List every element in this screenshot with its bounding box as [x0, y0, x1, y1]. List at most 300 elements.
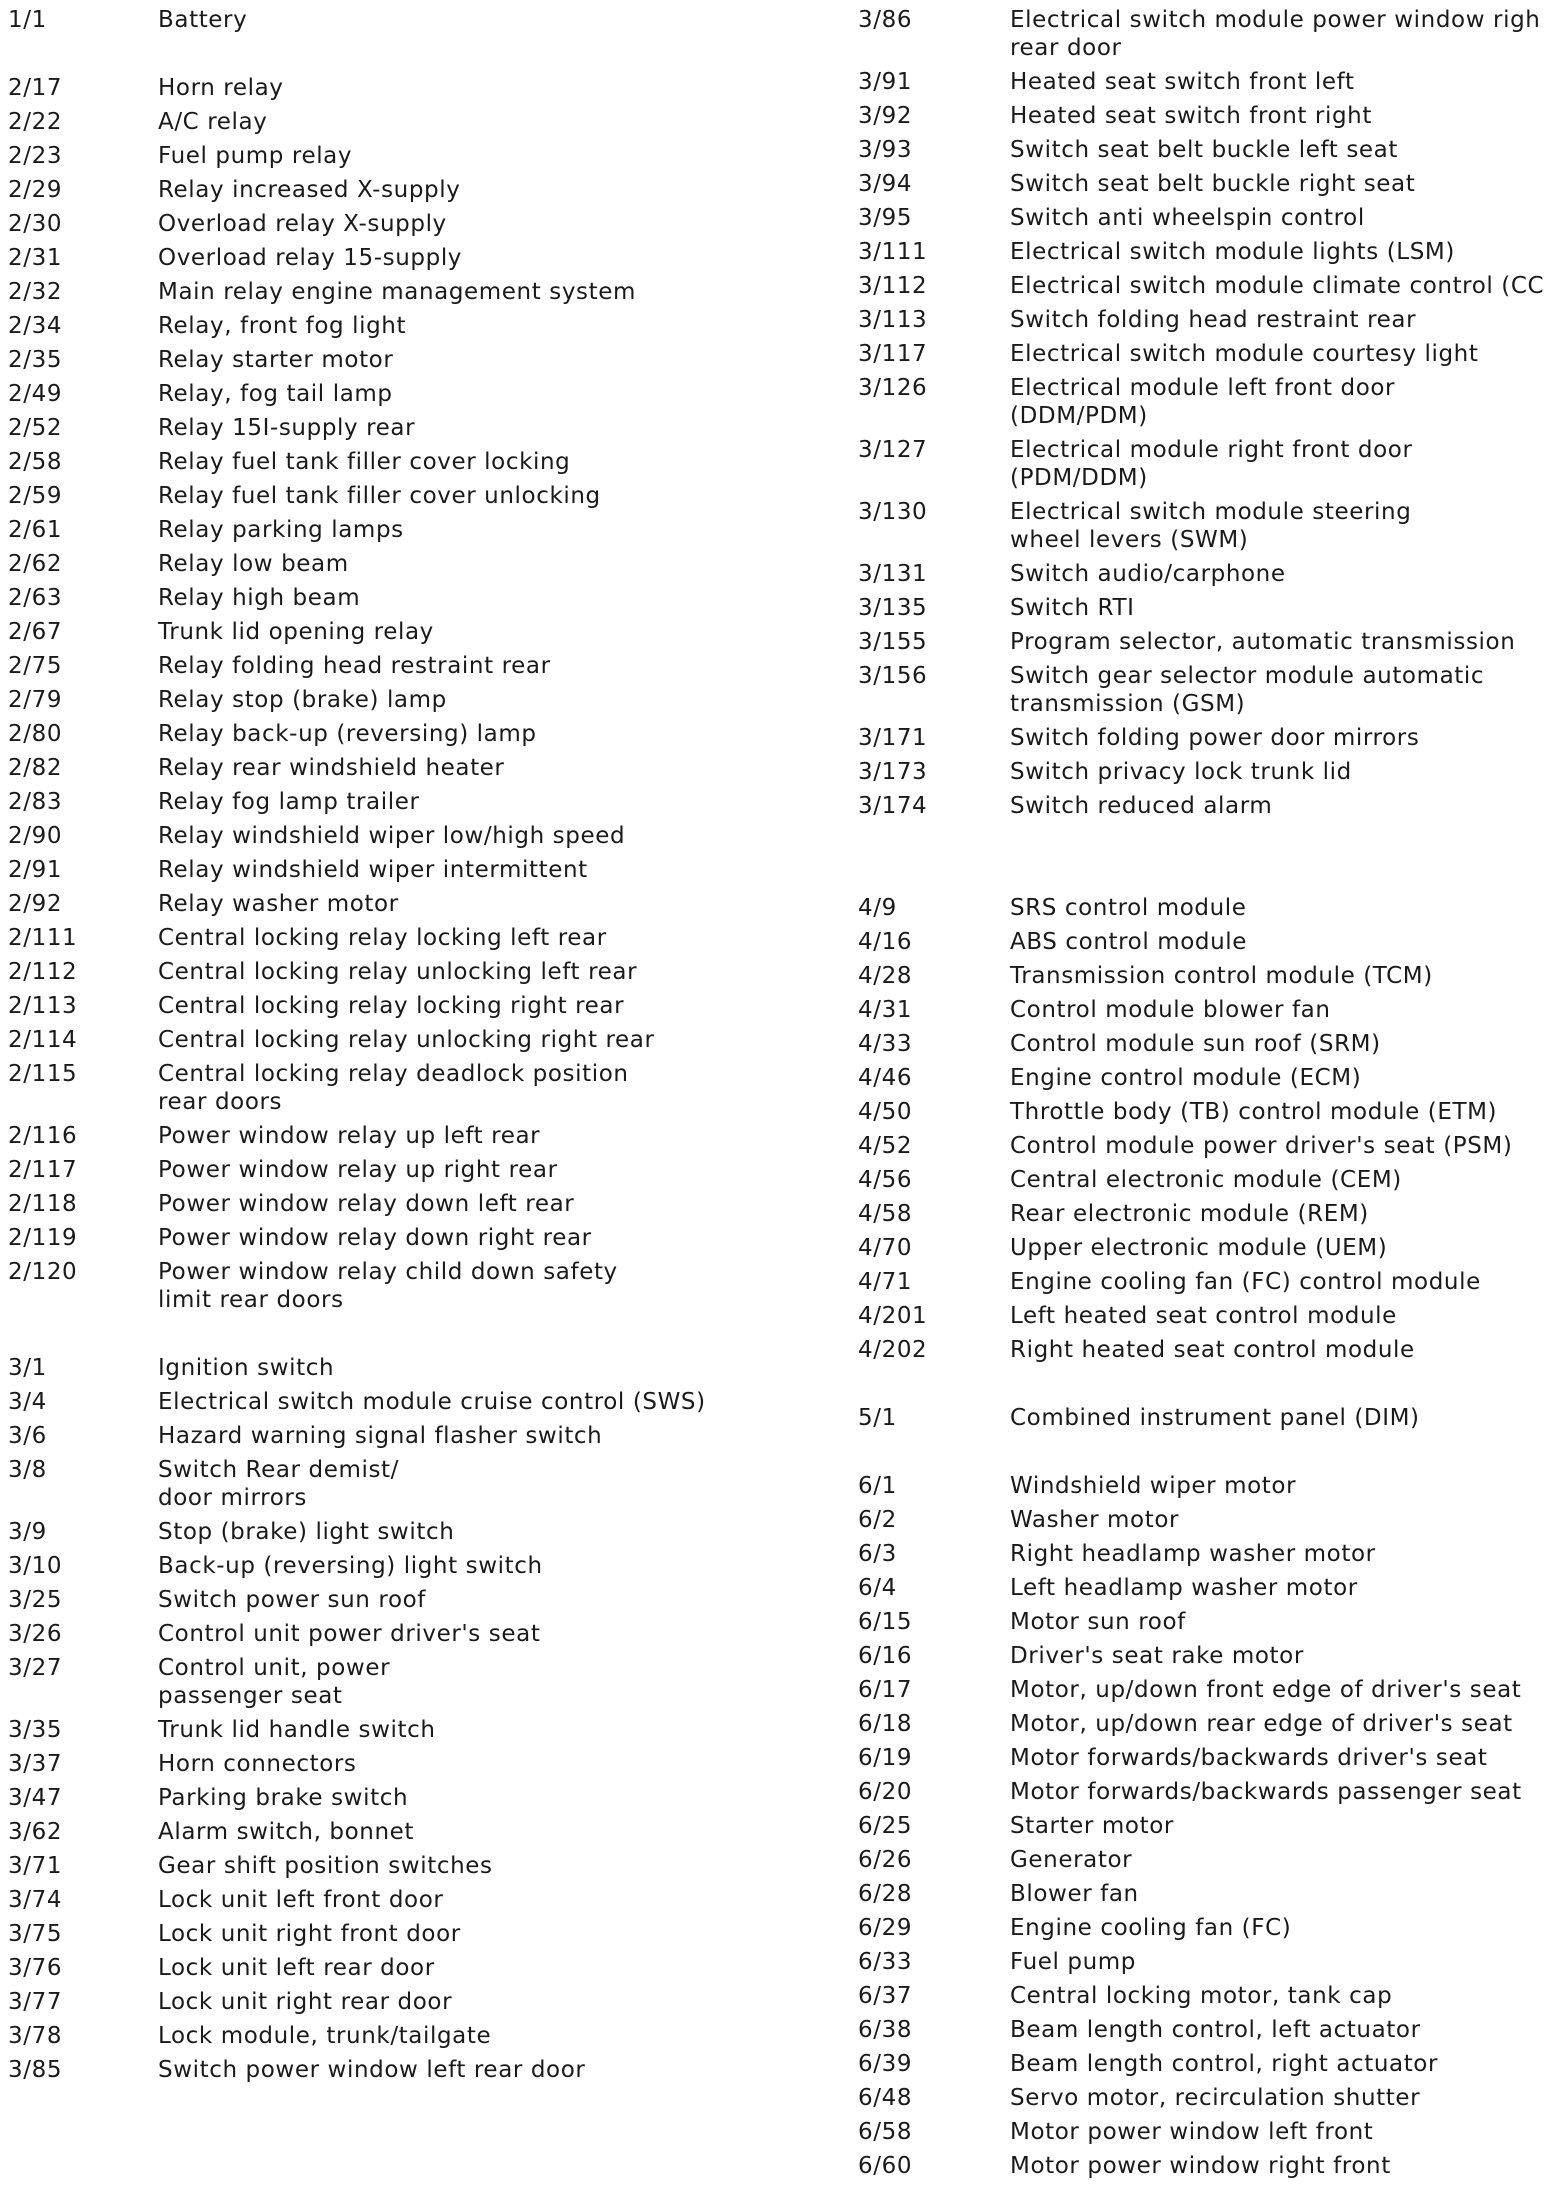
component-entry	[0, 380, 850, 408]
component-description: Horn relay	[158, 75, 284, 101]
component-description: Horn connectors	[158, 1751, 357, 1777]
component-entry	[0, 1954, 850, 1982]
component-entry	[858, 6, 1550, 62]
component-entry	[0, 482, 850, 510]
component-code: 4/201	[858, 1303, 928, 1329]
component-code: 1/1	[8, 7, 47, 33]
component-code: 4/33	[858, 1031, 913, 1057]
component-code: 6/20	[858, 1779, 913, 1805]
component-code: 4/58	[858, 1201, 913, 1227]
component-entry	[0, 2022, 850, 2050]
component-description: Control module blower fan	[1010, 997, 1331, 1023]
component-entry	[858, 1098, 1550, 1126]
component-entry	[0, 1988, 850, 2016]
component-entry	[858, 1030, 1550, 1058]
component-code: 2/92	[8, 891, 63, 917]
component-description: Generator	[1010, 1847, 1133, 1873]
component-description: Control unit power driver's seat	[158, 1621, 541, 1647]
component-code: 2/61	[8, 517, 63, 543]
component-entry	[0, 550, 850, 578]
component-description: Left heated seat control module	[1010, 1303, 1397, 1329]
component-code: 3/37	[8, 1751, 63, 1777]
component-entry	[858, 792, 1550, 820]
component-description: Relay high beam	[158, 585, 361, 611]
component-code: 3/111	[858, 239, 928, 265]
right-column	[858, 6, 1550, 2186]
component-code: 4/202	[858, 1337, 928, 1363]
component-description: Relay windshield wiper intermittent	[158, 857, 588, 883]
component-entry	[0, 346, 850, 374]
component-code: 2/29	[8, 177, 63, 203]
component-entry	[858, 996, 1550, 1024]
component-entry	[0, 1852, 850, 1880]
component-entry	[0, 278, 850, 306]
component-description: Right headlamp washer motor	[1010, 1541, 1376, 1567]
component-code: 3/92	[858, 103, 913, 129]
component-code: 2/32	[8, 279, 63, 305]
component-code: 3/156	[858, 663, 928, 689]
component-description: Transmission control module (TCM)	[1010, 963, 1433, 989]
component-code: 3/113	[858, 307, 928, 333]
component-entry	[858, 498, 1550, 554]
component-code: 6/18	[858, 1711, 913, 1737]
component-description: ABS control module	[1010, 929, 1248, 955]
component-code: 3/75	[8, 1921, 63, 1947]
component-description: Relay 15I-supply rear	[158, 415, 416, 441]
component-code: 4/9	[858, 895, 897, 921]
component-code: 2/117	[8, 1157, 78, 1183]
component-code: 6/48	[858, 2085, 913, 2111]
component-code: 4/71	[858, 1269, 913, 1295]
component-description: Stop (brake) light switch	[158, 1519, 455, 1545]
component-code: 6/2	[858, 1507, 897, 1533]
component-entry	[858, 1778, 1550, 1806]
component-description: Motor forwards/backwards passenger seat	[1010, 1779, 1522, 1805]
component-entry	[0, 1456, 850, 1512]
component-description: Fuel pump	[1010, 1949, 1136, 1975]
component-code: 3/130	[858, 499, 928, 525]
component-description: Electrical switch module lights (LSM)	[1010, 239, 1455, 265]
component-entry	[858, 2118, 1550, 2146]
component-code: 2/113	[8, 993, 78, 1019]
component-entry	[858, 1880, 1550, 1908]
component-code: 2/49	[8, 381, 63, 407]
component-description: Windshield wiper motor	[1010, 1473, 1297, 1499]
component-entry	[0, 1354, 850, 1382]
component-description: Power window relay child down safety limit rear doors	[158, 1259, 618, 1313]
component-entry	[0, 210, 850, 238]
component-code: 2/52	[8, 415, 63, 441]
component-code: 2/119	[8, 1225, 78, 1251]
component-description: Motor, up/down rear edge of driver's seat	[1010, 1711, 1513, 1737]
component-code: 2/22	[8, 109, 63, 135]
component-code: 2/114	[8, 1027, 78, 1053]
component-description: Relay stop (brake) lamp	[158, 687, 447, 713]
component-entry	[858, 894, 1550, 922]
component-entry	[858, 2084, 1550, 2112]
left-column	[0, 6, 850, 2090]
component-description: Blower fan	[1010, 1881, 1139, 1907]
component-code: 3/47	[8, 1785, 63, 1811]
component-code: 2/75	[8, 653, 63, 679]
component-description: Switch gear selector module automatic transmission (GSM)	[1010, 663, 1485, 717]
component-entry	[858, 1268, 1550, 1296]
component-code: 3/76	[8, 1955, 63, 1981]
component-description: Central locking relay locking right rear	[158, 993, 625, 1019]
component-code: 4/52	[858, 1133, 913, 1159]
component-description: Central electronic module (CEM)	[1010, 1167, 1402, 1193]
component-entry	[0, 244, 850, 272]
component-code: 2/90	[8, 823, 63, 849]
component-entry	[0, 1190, 850, 1218]
component-description: Trunk lid handle switch	[158, 1717, 436, 1743]
component-description: Parking brake switch	[158, 1785, 409, 1811]
component-description: Switch RTI	[1010, 595, 1135, 621]
component-description: Lock unit left front door	[158, 1887, 444, 1913]
component-entry	[858, 1982, 1550, 2010]
component-description: Beam length control, left actuator	[1010, 2017, 1421, 2043]
component-entry	[858, 1812, 1550, 1840]
component-description: Control unit, power passenger seat	[158, 1655, 391, 1709]
component-entry	[0, 1920, 850, 1948]
component-description: Heated seat switch front right	[1010, 103, 1372, 129]
component-entry	[858, 662, 1550, 718]
component-code: 3/8	[8, 1457, 47, 1483]
component-entry	[858, 1336, 1550, 1364]
component-entry	[858, 68, 1550, 96]
component-code: 3/9	[8, 1519, 47, 1545]
component-description: Relay back-up (reversing) lamp	[158, 721, 537, 747]
component-entry	[0, 652, 850, 680]
component-code: 2/30	[8, 211, 63, 237]
component-entry	[0, 856, 850, 884]
component-description: Relay parking lamps	[158, 517, 404, 543]
component-description: Fuel pump relay	[158, 143, 353, 169]
component-entry	[0, 958, 850, 986]
component-description: Upper electronic module (UEM)	[1010, 1235, 1388, 1261]
component-entry	[0, 992, 850, 1020]
component-entry	[858, 724, 1550, 752]
component-description: Switch power window left rear door	[158, 2057, 586, 2083]
component-code: 2/63	[8, 585, 63, 611]
component-entry	[858, 436, 1550, 492]
component-description: Power window relay up right rear	[158, 1157, 558, 1183]
component-code: 2/83	[8, 789, 63, 815]
component-description: Motor power window right front	[1010, 2153, 1391, 2179]
component-code: 4/70	[858, 1235, 913, 1261]
component-code: 6/38	[858, 2017, 913, 2043]
component-code: 3/26	[8, 1621, 63, 1647]
component-code: 3/6	[8, 1423, 47, 1449]
component-entry	[0, 1586, 850, 1614]
component-code: 3/1	[8, 1355, 47, 1381]
component-description: Central locking relay deadlock position rear doors	[158, 1061, 629, 1115]
component-description: Combined instrument panel (DIM)	[1010, 1405, 1420, 1431]
component-description: SRS control module	[1010, 895, 1247, 921]
component-entry	[0, 2056, 850, 2084]
component-description: Switch Rear demist/ door mirrors	[158, 1457, 400, 1511]
component-entry	[0, 1122, 850, 1150]
component-description: Relay increased X-supply	[158, 177, 461, 203]
component-code: 3/93	[858, 137, 913, 163]
component-code: 3/174	[858, 793, 928, 819]
component-code: 2/80	[8, 721, 63, 747]
component-entry	[0, 1422, 850, 1450]
component-description: Relay starter motor	[158, 347, 394, 373]
component-code: 4/56	[858, 1167, 913, 1193]
component-entry	[858, 272, 1550, 300]
component-description: Electrical module left front door (DDM/PDM)	[1010, 375, 1396, 429]
component-description: Back-up (reversing) light switch	[158, 1553, 543, 1579]
component-code: 2/17	[8, 75, 63, 101]
component-description: Trunk lid opening relay	[158, 619, 434, 645]
component-code: 3/62	[8, 1819, 63, 1845]
component-code: 2/58	[8, 449, 63, 475]
component-description: Switch folding head restraint rear	[1010, 307, 1417, 333]
component-code: 4/28	[858, 963, 913, 989]
component-description: Relay fuel tank filler cover unlocking	[158, 483, 601, 509]
component-description: Lock unit right rear door	[158, 1989, 453, 2015]
component-code: 4/46	[858, 1065, 913, 1091]
component-code: 2/120	[8, 1259, 78, 1285]
component-description: Gear shift position switches	[158, 1853, 493, 1879]
component-code: 3/77	[8, 1989, 63, 2015]
component-description: A/C relay	[158, 109, 268, 135]
component-description: Motor, up/down front edge of driver's seat	[1010, 1677, 1522, 1703]
component-code: 6/60	[858, 2153, 913, 2179]
component-code: 3/171	[858, 725, 928, 751]
component-entry	[858, 594, 1550, 622]
component-description: Control module power driver's seat (PSM)	[1010, 1133, 1513, 1159]
component-description: Beam length control, right actuator	[1010, 2051, 1439, 2077]
component-description: Lock unit right front door	[158, 1921, 461, 1947]
component-description: Washer motor	[1010, 1507, 1180, 1533]
component-entry	[858, 306, 1550, 334]
component-description: Switch folding power door mirrors	[1010, 725, 1420, 751]
component-entry	[0, 1518, 850, 1546]
component-entry	[858, 1642, 1550, 1670]
component-code: 2/112	[8, 959, 78, 985]
component-code: 3/27	[8, 1655, 63, 1681]
component-code: 3/35	[8, 1717, 63, 1743]
component-description: Heated seat switch front left	[1010, 69, 1355, 95]
component-description: Switch privacy lock trunk lid	[1010, 759, 1352, 785]
component-description: Main relay engine management system	[158, 279, 637, 305]
component-entry	[0, 1224, 850, 1252]
component-entry	[858, 628, 1550, 656]
component-entry	[858, 1132, 1550, 1160]
component-entry	[858, 560, 1550, 588]
component-code: 2/79	[8, 687, 63, 713]
component-description: Central locking relay unlocking left rear	[158, 959, 638, 985]
component-description: Battery	[158, 7, 248, 33]
component-entry	[0, 686, 850, 714]
component-entry	[858, 1744, 1550, 1772]
component-entry	[858, 1540, 1550, 1568]
component-entry	[0, 516, 850, 544]
component-entry	[858, 340, 1550, 368]
component-description: Relay folding head restraint rear	[158, 653, 551, 679]
component-description: Relay fog lamp trailer	[158, 789, 420, 815]
component-entry	[0, 1784, 850, 1812]
component-description: Central locking motor, tank cap	[1010, 1983, 1393, 2009]
component-entry	[0, 1026, 850, 1054]
component-entry	[0, 6, 850, 34]
component-entry	[858, 102, 1550, 130]
component-description: Ignition switch	[158, 1355, 335, 1381]
component-description: Relay, fog tail lamp	[158, 381, 393, 407]
component-entry	[858, 962, 1550, 990]
component-code: 2/67	[8, 619, 63, 645]
component-entry	[858, 238, 1550, 266]
component-entry	[858, 1472, 1550, 1500]
component-entry	[0, 1258, 850, 1314]
component-code: 2/91	[8, 857, 63, 883]
component-entry	[858, 1506, 1550, 1534]
component-code: 3/117	[858, 341, 928, 367]
component-description: Left headlamp washer motor	[1010, 1575, 1358, 1601]
component-code: 3/95	[858, 205, 913, 231]
component-entry	[858, 1302, 1550, 1330]
component-entry	[858, 1846, 1550, 1874]
component-code: 3/126	[858, 375, 928, 401]
component-entry	[0, 618, 850, 646]
component-description: Relay fuel tank filler cover locking	[158, 449, 571, 475]
component-entry	[0, 142, 850, 170]
component-entry	[858, 1914, 1550, 1942]
component-description: Overload relay X-supply	[158, 211, 447, 237]
component-description: Lock module, trunk/tailgate	[158, 2023, 492, 2049]
component-code: 5/1	[858, 1405, 897, 1431]
component-code: 3/86	[858, 7, 913, 33]
component-entry	[0, 1750, 850, 1778]
component-description: Rear electronic module (REM)	[1010, 1201, 1369, 1227]
component-entry	[858, 2016, 1550, 2044]
component-code: 3/25	[8, 1587, 63, 1613]
component-entry	[0, 414, 850, 442]
component-code: 4/50	[858, 1099, 913, 1125]
component-code: 6/28	[858, 1881, 913, 1907]
component-description: Relay windshield wiper low/high speed	[158, 823, 626, 849]
component-description: Engine cooling fan (FC) control module	[1010, 1269, 1481, 1295]
component-code: 6/3	[858, 1541, 897, 1567]
component-entry	[858, 1064, 1550, 1092]
component-description: Motor sun roof	[1010, 1609, 1186, 1635]
component-entry	[0, 788, 850, 816]
component-entry	[858, 758, 1550, 786]
component-code: 6/33	[858, 1949, 913, 1975]
component-description: Power window relay up left rear	[158, 1123, 541, 1149]
component-entry	[0, 754, 850, 782]
component-code: 3/155	[858, 629, 928, 655]
component-description: Relay rear windshield heater	[158, 755, 505, 781]
component-code: 3/10	[8, 1553, 63, 1579]
component-entry	[0, 1818, 850, 1846]
component-entry	[0, 176, 850, 204]
component-code: 3/71	[8, 1853, 63, 1879]
component-code: 3/173	[858, 759, 928, 785]
component-entry	[0, 924, 850, 952]
component-entry	[0, 312, 850, 340]
component-description: Relay washer motor	[158, 891, 399, 917]
component-description: Overload relay 15-supply	[158, 245, 463, 271]
component-description: Hazard warning signal flasher switch	[158, 1423, 603, 1449]
component-entry	[0, 890, 850, 918]
component-entry	[858, 204, 1550, 232]
component-description: Switch seat belt buckle left seat	[1010, 137, 1398, 163]
component-description: Switch seat belt buckle right seat	[1010, 171, 1416, 197]
component-description: Electrical switch module steering wheel levers (SWM)	[1010, 499, 1412, 553]
component-description: Central locking relay unlocking right rear	[158, 1027, 655, 1053]
component-entry	[0, 448, 850, 476]
component-code: 3/4	[8, 1389, 47, 1415]
component-description: Relay, front fog light	[158, 313, 407, 339]
component-code: 3/127	[858, 437, 928, 463]
component-entry	[858, 136, 1550, 164]
component-description: Motor power window left front	[1010, 2119, 1374, 2145]
component-entry	[0, 1388, 850, 1416]
component-entry	[858, 2152, 1550, 2180]
component-entry	[0, 822, 850, 850]
component-code: 6/1	[858, 1473, 897, 1499]
component-description: Throttle body (TB) control module (ETM)	[1010, 1099, 1498, 1125]
component-entry	[858, 1200, 1550, 1228]
component-entry	[0, 1552, 850, 1580]
component-code: 2/31	[8, 245, 63, 271]
component-code: 3/85	[8, 2057, 63, 2083]
component-code: 3/112	[858, 273, 928, 299]
component-description: Electrical switch module power window righ rear door	[1010, 7, 1541, 61]
component-entry	[0, 584, 850, 612]
component-description: Lock unit left rear door	[158, 1955, 435, 1981]
component-entry	[858, 1676, 1550, 1704]
component-code: 2/35	[8, 347, 63, 373]
component-code: 2/34	[8, 313, 63, 339]
component-code: 4/31	[858, 997, 913, 1023]
component-description: Electrical switch module climate control (CC	[1010, 273, 1545, 299]
component-description: Switch audio/carphone	[1010, 561, 1286, 587]
component-description: Program selector, automatic transmission	[1010, 629, 1516, 655]
component-code: 2/62	[8, 551, 63, 577]
component-entry	[858, 1234, 1550, 1262]
component-description: Motor forwards/backwards driver's seat	[1010, 1745, 1488, 1771]
component-entry	[0, 74, 850, 102]
component-code: 4/16	[858, 929, 913, 955]
component-code: 3/78	[8, 2023, 63, 2049]
component-code: 2/118	[8, 1191, 78, 1217]
component-entry	[858, 1608, 1550, 1636]
component-description: Engine control module (ECM)	[1010, 1065, 1362, 1091]
component-description: Driver's seat rake motor	[1010, 1643, 1304, 1669]
component-code: 6/19	[858, 1745, 913, 1771]
component-code: 6/17	[858, 1677, 913, 1703]
component-entry	[858, 374, 1550, 430]
component-entry	[858, 1710, 1550, 1738]
component-entry	[858, 928, 1550, 956]
component-description: Power window relay down left rear	[158, 1191, 575, 1217]
component-code: 6/4	[858, 1575, 897, 1601]
component-code: 2/59	[8, 483, 63, 509]
component-description: Starter motor	[1010, 1813, 1174, 1839]
component-description: Servo motor, recirculation shutter	[1010, 2085, 1421, 2111]
component-description: Electrical switch module courtesy light	[1010, 341, 1479, 367]
component-code: 2/111	[8, 925, 78, 951]
component-entry	[858, 2050, 1550, 2078]
component-code: 3/91	[858, 69, 913, 95]
component-entry	[0, 1620, 850, 1648]
component-entry	[858, 1948, 1550, 1976]
component-entry	[0, 1156, 850, 1184]
